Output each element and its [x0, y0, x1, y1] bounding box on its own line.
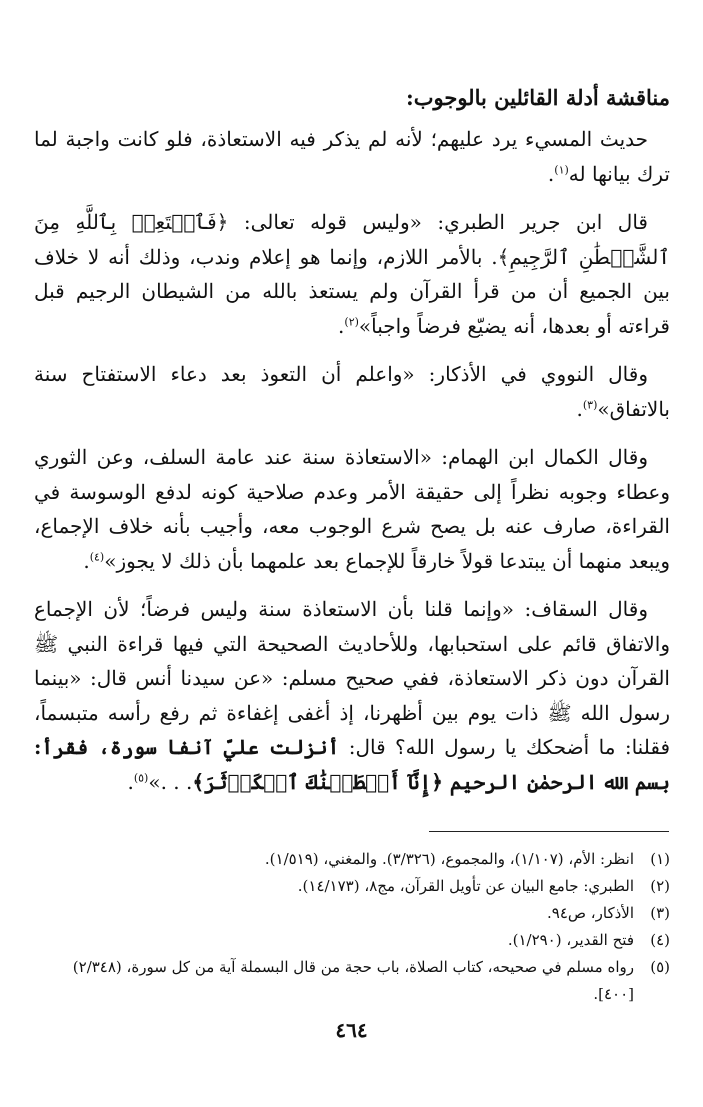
paragraph-4-text: وقال الكمال ابن الهمام: «الاستعاذة سنة عند عامة السلف، وعن الثوري وعطاء وجوبه نظراً إلى حقيقة الأمر وعدم صلاحية كونه لدفع الوسوسة في القراءة، صارف عنه بل يصح شرع الوجوب معه، وأجيب بأنه خلاف الإجماع، ويبعد منهما أن يبتدعا قولاً خارقاً للإجماع بعد علمهما بأن ذلك لا يجوز»	[34, 445, 670, 573]
footnote-text: رواه مسلم في صحيحه، كتاب الصلاة، باب حجة من قال البسملة آية من كل سورة، (٢/٣٤٨) [٤٠٠].	[72, 958, 634, 1003]
paragraph-3	[34, 357, 670, 426]
footnote-divider	[429, 831, 669, 832]
paragraph-3-tail: .	[576, 396, 583, 421]
footnote-2	[34, 873, 670, 900]
paragraph-5-tail: .	[127, 769, 134, 794]
footnote-ref-3: (٣)	[582, 397, 598, 411]
footnote-1	[34, 846, 670, 873]
footnotes	[34, 846, 670, 1008]
footnote-text: فتح القدير، (١/٢٩٠).	[507, 931, 634, 949]
paragraph-1-text: حديث المسيء يرد عليهم؛ لأنه لم يذكر فيه الاستعاذة، فلو كانت واجبة لما ترك بيانها له	[34, 127, 670, 186]
paragraph-5-text: وقال السقاف: «وإنما قلنا بأن الاستعاذة سنة وليس فرضاً؛ لأن الإجماع والاتفاق قائم على استحبابها، وللأحاديث الصحيحة التي فيها قراءة النبي ﷺ القرآن دون ذكر الاستعاذة، ففي صحيح مسلم: «عن سيدنا أنس قال: «بينما رسول الله ﷺ ذات يوم بين أظهرنا، إذ أغفى إغفاءة ثم رفع رأسه متبسماً، فقلنا: ما أضحكك يا رسول الله؟ قال:	[34, 597, 671, 759]
paragraph-4	[34, 440, 670, 578]
page-number: ٤٦٤	[335, 1018, 368, 1042]
footnote-3	[34, 900, 670, 927]
footnote-ref-4: (٤)	[89, 549, 105, 563]
footnote-number: (٥)	[650, 958, 670, 976]
paragraph-2-tail: .	[338, 313, 345, 338]
footnote-4	[34, 927, 670, 954]
footnote-number: (٣)	[650, 904, 670, 922]
footnote-text: انظر: الأم، (١/١٠٧)، والمجموع، (٣/٣٢٦). والمغني، (١/٥١٩).	[264, 850, 634, 868]
footnote-ref-1: (١)	[554, 162, 569, 176]
footnote-text: الأذكار، ص٩٤.	[546, 904, 634, 922]
paragraph-1-tail: .	[547, 161, 555, 186]
paragraph-4-tail: .	[83, 548, 90, 573]
footnote-number: (١)	[650, 850, 670, 868]
paragraph-1	[34, 122, 670, 191]
footnote-number: (٤)	[650, 931, 670, 949]
paragraph-3-text: وقال النووي في الأذكار: «واعلم أن التعوذ بعد دعاء الاستفتاح سنة بالاتفاق»	[34, 362, 670, 421]
footnote-text: الطبري: جامع البيان عن تأويل القرآن، مج٨، (١٤/١٧٣).	[297, 877, 634, 895]
footnote-ref-5: (٥)	[133, 770, 149, 784]
paragraph-2-text: قال ابن جرير الطبري: «وليس قوله تعالى: ﴿فَٱسۡتَعِذۡ بِٱللَّهِ مِنَ ٱلشَّيۡطَٰنِ ٱلرَّجِيمِ﴾. بالأمر اللازم، وإنما هو إعلام وندب، وذلك أنه لا خلاف بين الجميع أن من قرأ القرآن ولم يستعذ بالله من الشيطان الرجيم قبل قراءته أو بعدها، أنه يضيّع فرضاً واجباً»	[34, 210, 670, 338]
page-body	[34, 80, 670, 813]
paragraph-5-after-bold: . . .»	[148, 769, 193, 794]
paragraph-5-bold-quote: أنزلت عليّ آنفا سورة، فقرأ: بسم الله الرحمٰن الرحيم ﴿إِنَّآ أَعۡطَيۡنَٰكَ ٱلۡكَوۡثَرَ﴾	[34, 735, 670, 794]
section-heading: مناقشة أدلة القائلين بالوجوب:	[405, 85, 670, 110]
paragraph-5	[34, 592, 670, 799]
footnote-5	[34, 954, 670, 1008]
footnote-ref-2: (٢)	[344, 314, 359, 328]
paragraph-2	[34, 205, 670, 343]
footnote-number: (٢)	[650, 877, 670, 895]
